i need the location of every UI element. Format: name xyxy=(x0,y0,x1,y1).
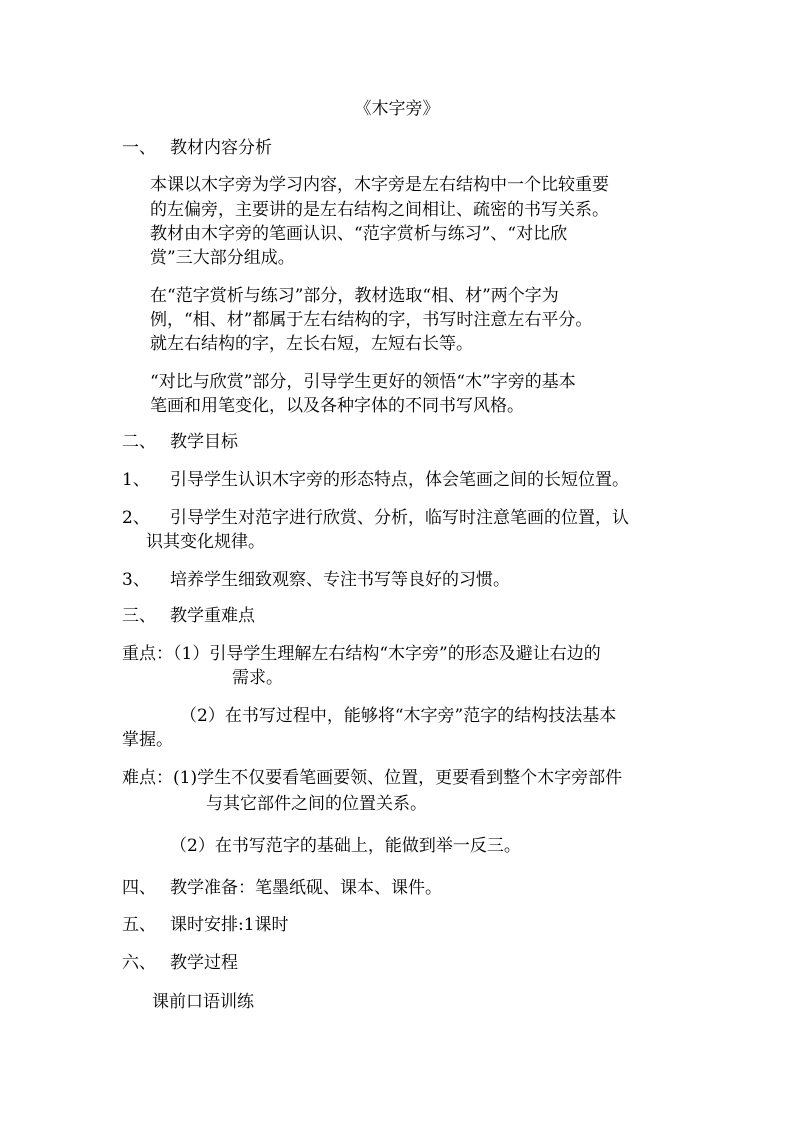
section-title: 教学目标 xyxy=(170,432,238,452)
difficulty-2: （2）在书写范字的基础上，能做到举一反三。 xyxy=(170,836,521,856)
document-title: 《木字旁》 xyxy=(354,99,440,119)
difficulty-label: 难点： xyxy=(122,768,173,788)
key-point-1-continuation: 需求。 xyxy=(232,668,283,688)
key-point-2-continuation: 掌握。 xyxy=(122,730,173,750)
section-number: 一、 xyxy=(122,138,156,158)
key-text: （1）引导学生理解左右结构“木字旁”的形态及避让右边的 xyxy=(173,644,601,664)
paragraph-line: 在“范字赏析与练习”部分，教材选取“相、材”两个字为 xyxy=(150,286,559,306)
item-text: 培养学生细致观察、专注书写等良好的习惯。 xyxy=(170,570,510,590)
item-text: 引导学生认识木字旁的形态特点，体会笔画之间的长短位置。 xyxy=(170,470,629,490)
paragraph-line: 例，“相、材”都属于左右结构的字，书写时注意左右平分。 xyxy=(150,310,593,330)
goal-item-3 xyxy=(122,568,510,592)
section-number: 四、 xyxy=(122,878,156,898)
section-title: 教学过程 xyxy=(170,953,238,973)
key-point-1 xyxy=(122,642,601,666)
paragraph-line: 就左右结构的字，左长右短，左短右长等。 xyxy=(150,334,473,354)
difficulty-text: (1)学生不仅要看笔画要领、位置，更要看到整个木字旁部件 xyxy=(173,768,623,788)
section-number: 三、 xyxy=(122,606,156,626)
section-number: 五、 xyxy=(122,915,156,935)
section-heading-1 xyxy=(122,136,272,160)
section-heading-2 xyxy=(122,430,238,454)
difficulty-1 xyxy=(122,766,622,790)
section-title: 教材内容分析 xyxy=(170,138,272,158)
section-heading-5 xyxy=(122,913,289,937)
key-label: 重点： xyxy=(122,644,173,664)
paragraph-line: 笔画和用笔变化，以及各种字体的不同书写风格。 xyxy=(150,396,524,416)
paragraph-line: “对比与欣赏”部分，引导学生更好的领悟“木”字旁的基本 xyxy=(150,372,576,392)
goal-item-1 xyxy=(122,468,629,492)
section-title: 教学重难点 xyxy=(170,606,255,626)
key-point-2: （2）在书写过程中，能够将“木字旁”范字的结构技法基本 xyxy=(180,706,617,726)
section-title: 课时安排:1课时 xyxy=(170,915,289,935)
section-number: 六、 xyxy=(122,953,156,973)
section-title: 教学准备：笔墨纸砚、课本、课件。 xyxy=(170,878,442,898)
item-number: 2、 xyxy=(122,508,150,528)
subheading: 课前口语训练 xyxy=(152,992,254,1012)
section-heading-4 xyxy=(122,876,442,900)
paragraph-line: 的左偏旁，主要讲的是左右结构之间相让、疏密的书写关系。 xyxy=(150,200,609,220)
paragraph-line: 本课以木字旁为学习内容，木字旁是左右结构中一个比较重要 xyxy=(150,175,609,195)
goal-item-2 xyxy=(122,506,629,530)
item-number: 3、 xyxy=(122,570,150,590)
section-heading-3 xyxy=(122,604,255,628)
difficulty-1-continuation: 与其它部件之间的位置关系。 xyxy=(206,794,427,814)
item-text: 引导学生对范字进行欣赏、分析，临写时注意笔画的位置，认 xyxy=(170,508,629,528)
item-continuation: 识其变化规律。 xyxy=(146,532,265,552)
paragraph-line: 赏”三大部分组成。 xyxy=(150,248,295,268)
section-number: 二、 xyxy=(122,432,156,452)
section-heading-6 xyxy=(122,951,238,975)
item-number: 1、 xyxy=(122,470,150,490)
paragraph-line: 教材由木字旁的笔画认识、“范字赏析与练习”、“对比欣 xyxy=(150,224,568,244)
